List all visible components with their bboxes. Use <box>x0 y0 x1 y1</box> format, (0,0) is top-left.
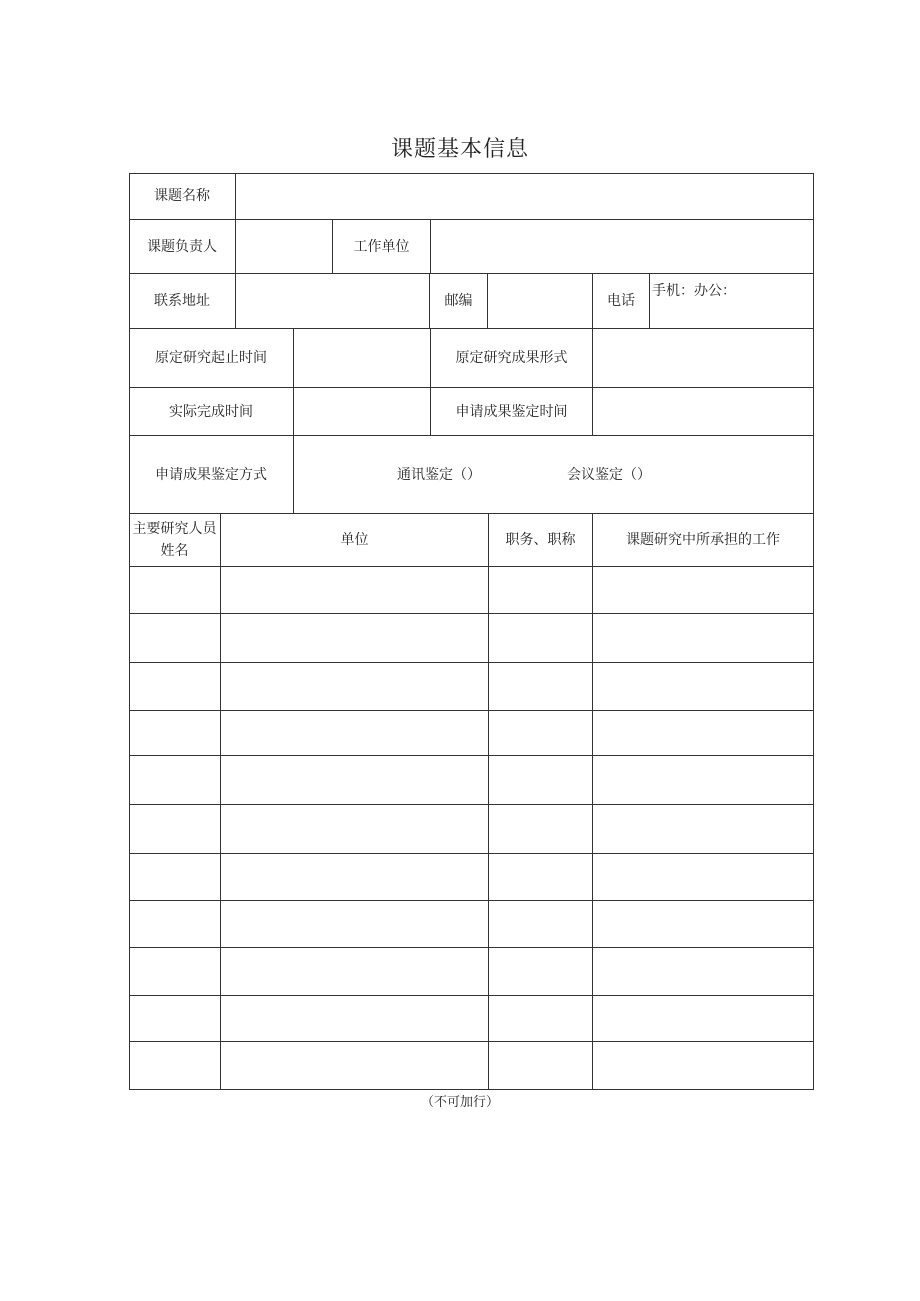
researcher-name-cell[interactable] <box>129 901 220 947</box>
planned-result-form-label: 原定研究成果形式 <box>455 350 568 366</box>
researcher-name-cell[interactable] <box>129 805 220 853</box>
researcher-work-cell[interactable] <box>593 614 813 662</box>
researcher-name-cell[interactable] <box>129 854 220 900</box>
researcher-work-cell[interactable] <box>593 711 813 755</box>
researcher-unit-cell[interactable] <box>221 1042 488 1089</box>
researcher-work-cell[interactable] <box>593 805 813 853</box>
planned-period-field[interactable] <box>294 329 430 387</box>
researcher-position-cell[interactable] <box>489 854 592 900</box>
actual-completion-label: 实际完成时间 <box>169 403 253 420</box>
appraisal-time-field[interactable] <box>593 388 813 435</box>
researcher-name-cell[interactable] <box>129 614 220 662</box>
researcher-position-cell[interactable] <box>489 663 592 710</box>
researcher-work-cell[interactable] <box>593 663 813 710</box>
planned-period-label: 原定研究起止时间 <box>155 350 267 366</box>
phone-label: 电话 <box>607 293 635 309</box>
work-unit-label: 工作单位 <box>353 238 410 255</box>
border-bottom <box>129 1089 814 1090</box>
actual-completion-field[interactable] <box>294 388 430 435</box>
appraisal-option-mail[interactable]: 通讯鉴定（） <box>397 466 481 483</box>
appraisal-method-label: 申请成果鉴定方式 <box>155 466 267 483</box>
header-researcher-name <box>129 514 220 566</box>
researcher-work-cell[interactable] <box>593 996 813 1041</box>
researcher-position-cell[interactable] <box>489 901 592 947</box>
header-position: 职务、职称 <box>505 532 576 548</box>
researcher-work-cell[interactable] <box>593 1042 813 1089</box>
address-label: 联系地址 <box>154 293 210 309</box>
appraisal-time-label: 申请成果鉴定时间 <box>455 403 568 420</box>
header-researcher-name-line1: 主要研究人员 <box>132 521 217 537</box>
researcher-position-cell[interactable] <box>489 614 592 662</box>
researcher-unit-cell[interactable] <box>221 663 488 710</box>
researcher-unit-cell[interactable] <box>221 756 488 804</box>
researcher-work-cell[interactable] <box>593 567 813 613</box>
researcher-position-cell[interactable] <box>489 1042 592 1089</box>
work-unit-field[interactable] <box>431 220 813 273</box>
researcher-unit-cell[interactable] <box>221 614 488 662</box>
researcher-unit-cell[interactable] <box>221 901 488 947</box>
project-name-field[interactable] <box>236 173 813 219</box>
researcher-position-cell[interactable] <box>489 756 592 804</box>
researcher-name-cell[interactable] <box>129 711 220 755</box>
researcher-position-cell[interactable] <box>489 805 592 853</box>
researcher-name-cell[interactable] <box>129 567 220 613</box>
researcher-work-cell[interactable] <box>593 756 813 804</box>
planned-result-form-field[interactable] <box>593 329 813 387</box>
researcher-work-cell[interactable] <box>593 901 813 947</box>
researcher-name-cell[interactable] <box>129 663 220 710</box>
header-work: 课题研究中所承担的工作 <box>626 532 780 548</box>
phone-field[interactable]: 手机：办公： <box>652 283 736 299</box>
project-info-form <box>129 173 814 1090</box>
researcher-unit-cell[interactable] <box>221 996 488 1041</box>
appraisal-option-meeting[interactable]: 会议鉴定（） <box>567 466 651 483</box>
researcher-unit-cell[interactable] <box>221 948 488 995</box>
researcher-work-cell[interactable] <box>593 854 813 900</box>
researcher-name-cell[interactable] <box>129 1042 220 1089</box>
header-researcher-name-line2: 姓名 <box>160 543 189 559</box>
researcher-position-cell[interactable] <box>489 948 592 995</box>
researcher-unit-cell[interactable] <box>221 711 488 755</box>
researcher-position-cell[interactable] <box>489 711 592 755</box>
researcher-work-cell[interactable] <box>593 948 813 995</box>
no-add-rows-note: （不可加行） <box>420 1095 499 1110</box>
page-title: 课题基本信息 <box>390 137 529 162</box>
address-field[interactable] <box>236 274 429 328</box>
researcher-position-cell[interactable] <box>489 996 592 1041</box>
researcher-name-cell[interactable] <box>129 756 220 804</box>
border-right <box>813 173 814 1090</box>
researcher-unit-cell[interactable] <box>221 567 488 613</box>
project-leader-field[interactable] <box>236 220 332 273</box>
researcher-name-cell[interactable] <box>129 948 220 995</box>
header-unit: 单位 <box>340 532 369 548</box>
researcher-name-cell[interactable] <box>129 996 220 1041</box>
postcode-field[interactable] <box>488 274 592 328</box>
postcode-label: 邮编 <box>444 293 473 309</box>
project-leader-label: 课题负责人 <box>147 238 217 255</box>
researcher-position-cell[interactable] <box>489 567 592 613</box>
researcher-unit-cell[interactable] <box>221 854 488 900</box>
researcher-unit-cell[interactable] <box>221 805 488 853</box>
project-name-label: 课题名称 <box>154 188 210 204</box>
